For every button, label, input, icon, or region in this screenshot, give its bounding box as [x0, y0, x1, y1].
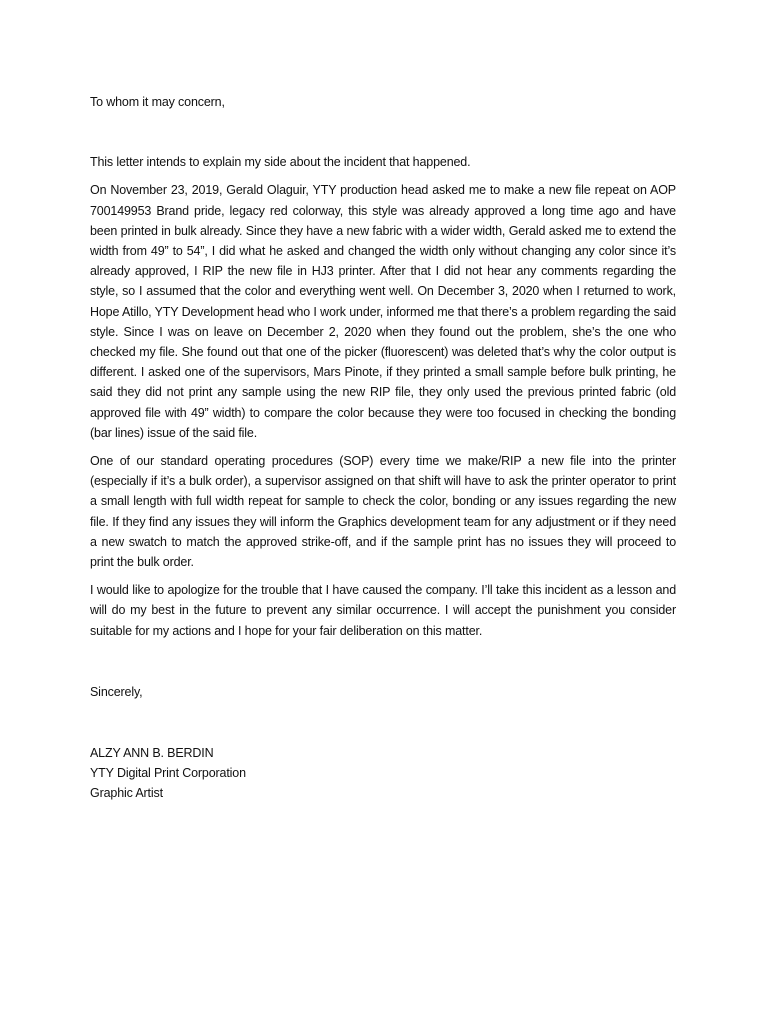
salutation: To whom it may concern, — [90, 95, 225, 109]
intro-paragraph: This letter intends to explain my side about the incident that happened. — [90, 155, 471, 170]
paragraph-apology: I would like to apologize for the trouble that I have caused the company. I’ll take this incident as a lesson and will do my best in the future to prevent any similar occurrence. I will accept the punishment you consider suitable for my actions and I hope for your fair deliberation on this matter. — [90, 583, 676, 638]
paragraph-incident: On November 23, 2019, Gerald Olaguir, YTY production head asked me to make a new file repeat on AOP 700149953 Brand pride, legacy red colorway, this style was already approved a long time ago and have been printed in bulk already. Since they have a new fabric with a wider width, Gerald asked me to extend the width from 49” to 54”, I did what he asked and changed the width only without changing any color since it’s already approved, I RIP the new file in HJ3 printer. After that I did not hear any comments regarding the style, so I assumed that the color and everything went well. On December 3, 2020 when I returned to work, Hope Atillo, YTY Development head who I work under, informed me that there’s a problem regarding the said style. Since I was on leave on December 2, 2020 when they found out the problem, she’s the one who checked my file. She found out that one of the picker (fluorescent) was deleted that’s why the color output is different. I asked one of the supervisors, Mars Pinote, if they printed a small sample before bulk printing, he said they did not print any sample using the new RIP file, they only used the previous printed fabric (old approved file with 49” width) to compare the color because they were too focused in checking the bonding (bar lines) issue of the said file. — [90, 183, 676, 440]
signature-title: Graphic Artist — [90, 786, 163, 801]
signature-block — [90, 743, 676, 804]
signature-company: YTY Digital Print Corporation — [90, 766, 246, 781]
signature-name: ALZY ANN B. BERDIN — [90, 746, 214, 761]
letter-body — [90, 92, 676, 804]
paragraph-sop: One of our standard operating procedures (SOP) every time we make/RIP a new file into the printer (especially if it’s a bulk order), a supervisor assigned on that shift will have to ask the printer operator to print a small length with full width repeat for sample to check the color, bonding or any issues regarding the new file. If they find any issues they will inform the Graphics development team for any adjustment or if they need a new swatch to match the approved strike-off, and if the sample print has no issues they will proceed to print the bulk order. — [90, 454, 676, 570]
closing: Sincerely, — [90, 684, 143, 699]
